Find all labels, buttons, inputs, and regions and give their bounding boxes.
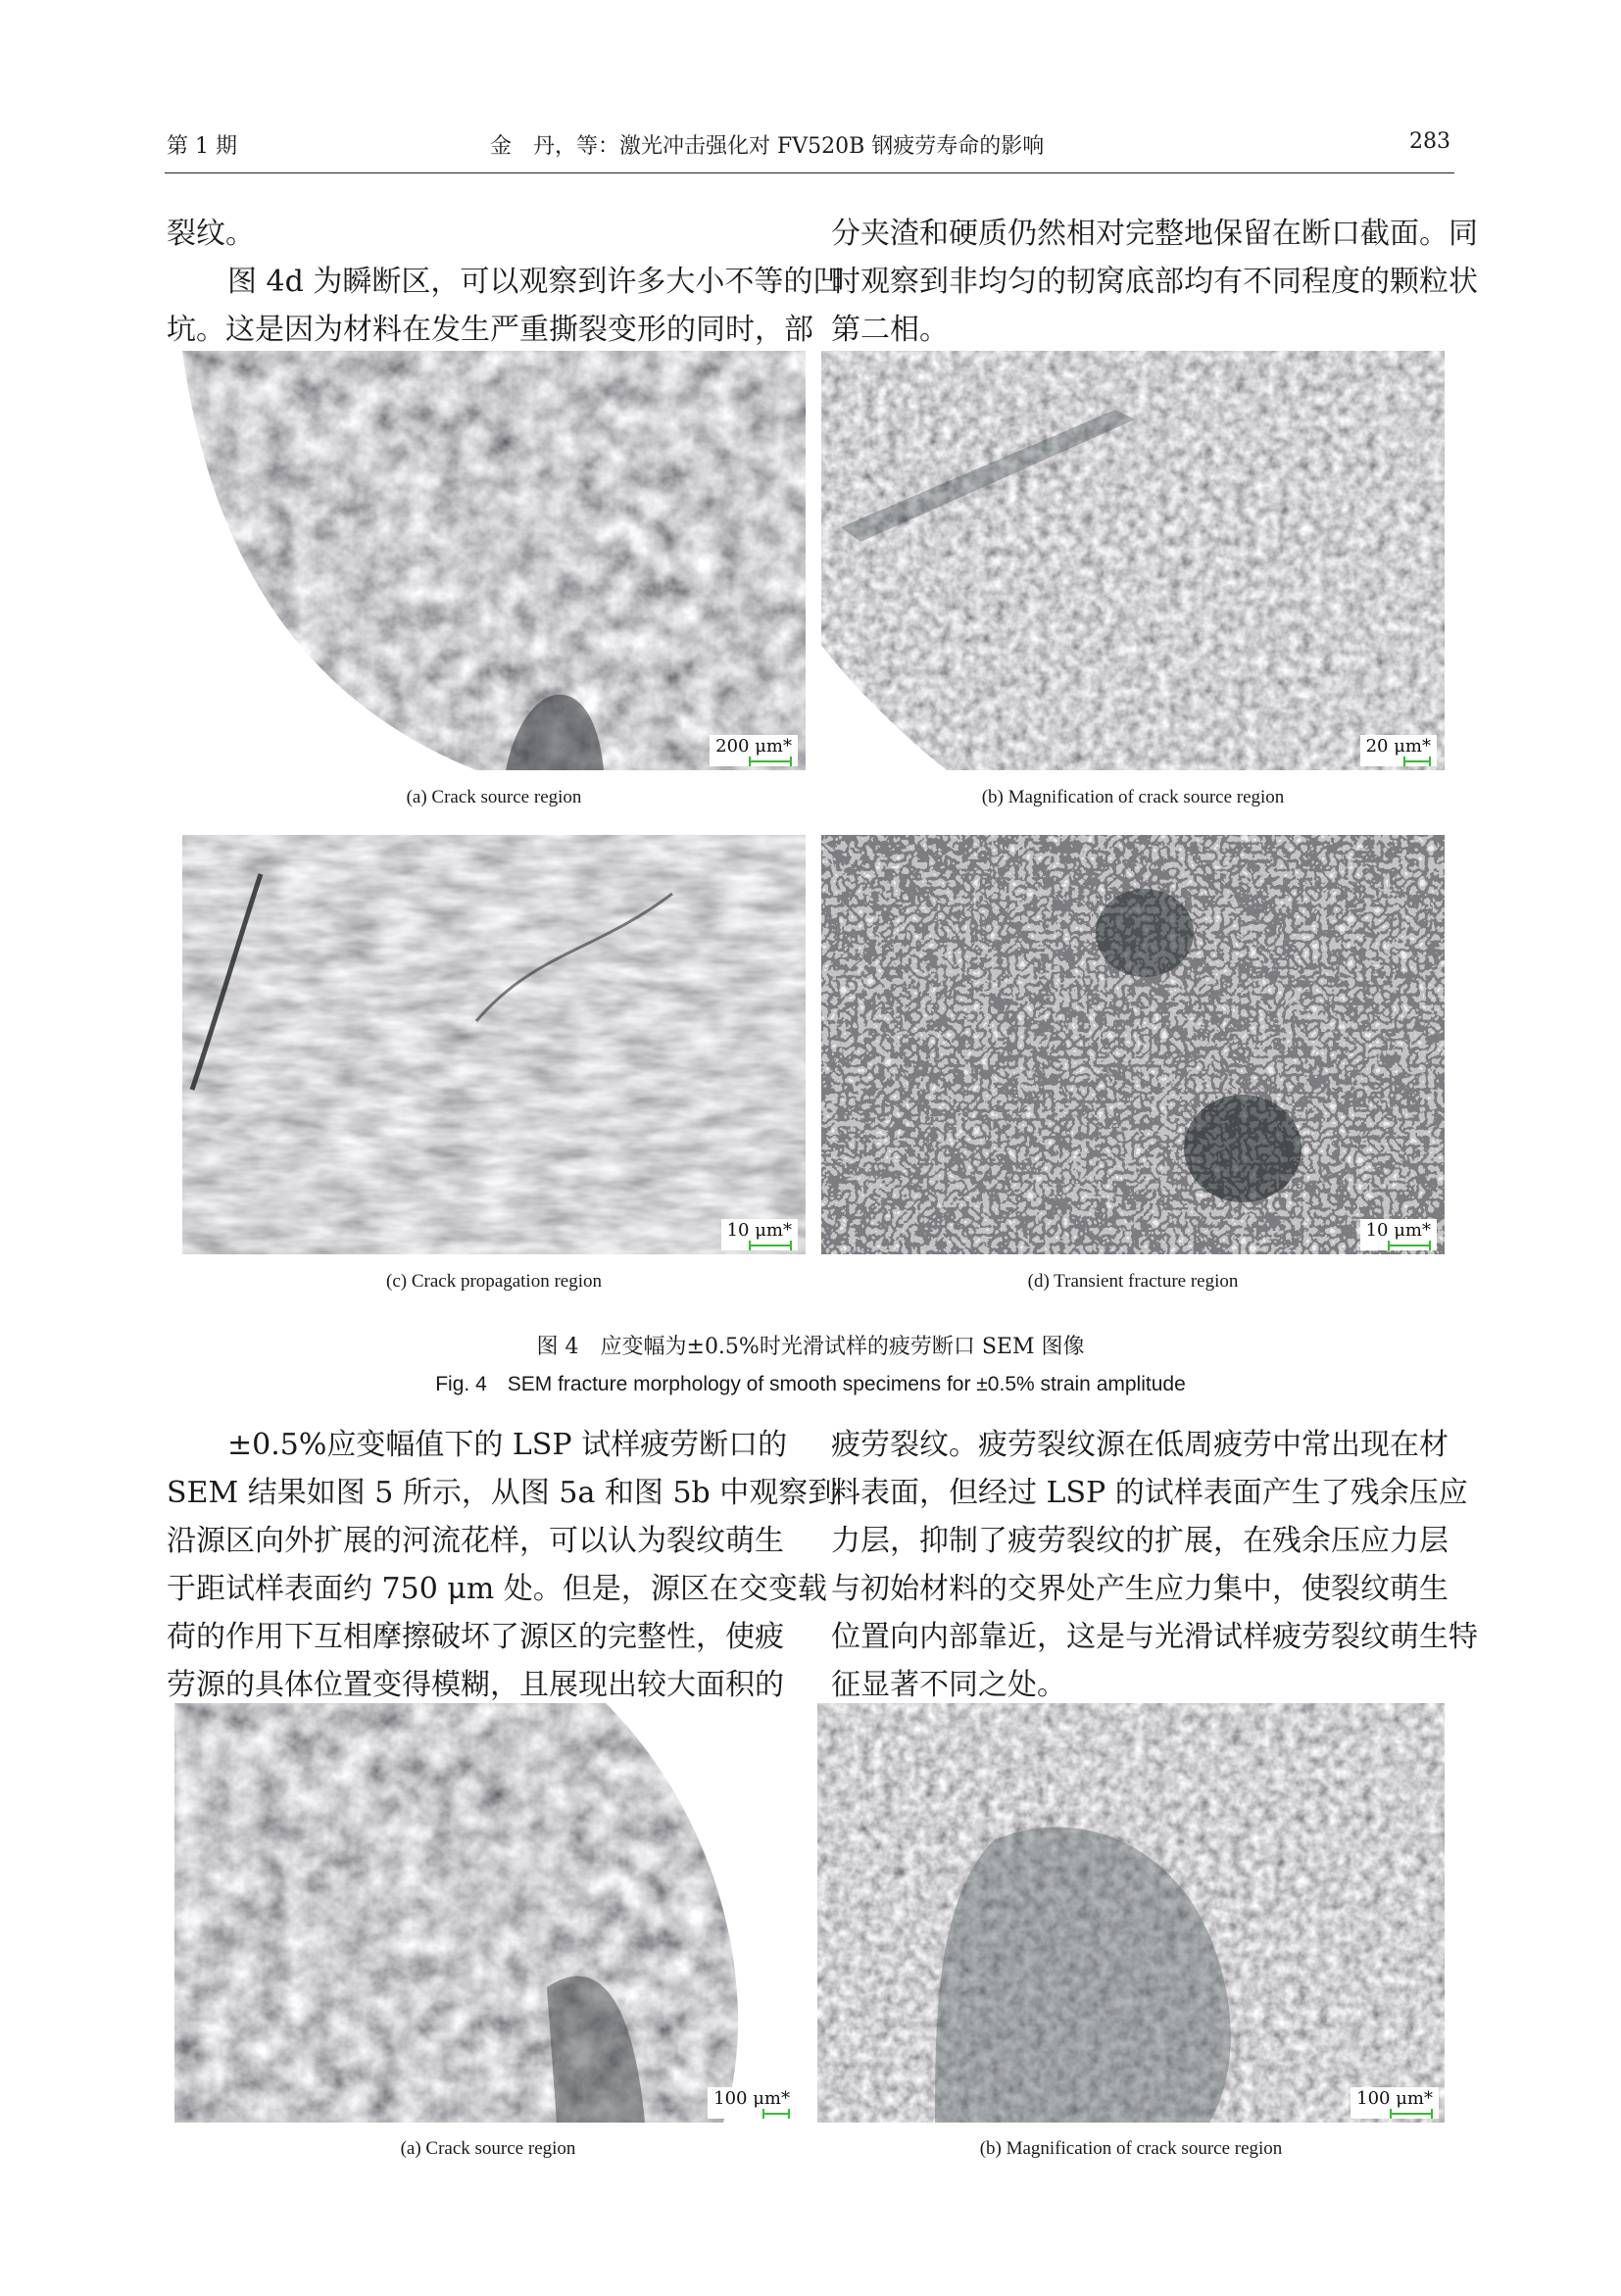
- scale-bar: [721, 1219, 798, 1250]
- top-right-column: [831, 210, 1478, 354]
- text-line: 时观察到非均匀的韧窝底部均有不同程度的颗粒状: [831, 265, 1478, 299]
- scale-line: [749, 1241, 792, 1250]
- text-line: ±0.5%应变幅值下的 LSP 试样疲劳断口的: [227, 1428, 788, 1462]
- sem-image-4c: [182, 835, 806, 1254]
- subcaption-4b: (b) Magnification of crack source region: [981, 787, 1285, 807]
- sem-image-4d: [821, 835, 1445, 1254]
- scale-label: 10 μm*: [726, 1220, 792, 1241]
- text-line: 劳源的具体位置变得模糊，且展现出较大面积的: [167, 1668, 784, 1702]
- text-line: 第二相。: [831, 313, 949, 347]
- text-line: 荷的作用下互相摩擦破坏了源区的完整性，使疲: [167, 1620, 784, 1654]
- text-line: 疲劳裂纹。疲劳裂纹源在低周疲劳中常出现在材: [831, 1428, 1449, 1462]
- subcaption-5b: (b) Magnification of crack source region: [979, 2138, 1283, 2159]
- article-title: 金 丹，等：激光冲击强化对 FV520B 钢疲劳寿命的影响: [490, 134, 1045, 159]
- text-line: 征显著不同之处。: [831, 1668, 1066, 1702]
- scale-line: [1388, 1241, 1431, 1250]
- middle-right-column: [831, 1421, 1478, 1709]
- text-line: SEM 结果如图 5 所示，从图 5a 和图 5b 中观察到: [167, 1476, 838, 1510]
- subcaption-4c: (c) Crack propagation region: [386, 1271, 602, 1292]
- top-left-column: [167, 210, 843, 354]
- sem-image-4b: [821, 351, 1445, 770]
- subcaption-4a: (a) Crack source region: [406, 787, 582, 807]
- page-number: 283: [1409, 129, 1450, 154]
- running-header: [167, 129, 1450, 169]
- scale-bar: [1360, 1219, 1437, 1250]
- figure-4-caption-cn: 图 4 应变幅为±0.5%时光滑试样的疲劳断口 SEM 图像: [536, 1335, 1085, 1359]
- issue-number: 第 1 期: [167, 134, 237, 159]
- text-line: 裂纹。: [167, 217, 255, 251]
- scale-bar: [710, 735, 798, 766]
- scale-bar: [708, 2087, 796, 2119]
- text-line: 料表面，但经过 LSP 的试样表面产生了残余压应: [831, 1476, 1468, 1510]
- text-line: 图 4d 为瞬断区，可以观察到许多大小不等的凹: [227, 265, 843, 299]
- scale-line: [1390, 2109, 1433, 2119]
- scale-line: [749, 757, 792, 766]
- text-line: 分夹渣和硬质仍然相对完整地保留在断口截面。同: [831, 217, 1478, 251]
- scale-line: [762, 2109, 790, 2119]
- subcaption-5a: (a) Crack source region: [400, 2138, 576, 2159]
- text-line: 力层，抑制了疲劳裂纹的扩展，在残余压应力层: [831, 1524, 1449, 1558]
- scale-label: 200 μm*: [715, 736, 792, 757]
- scale-label: 20 μm*: [1365, 736, 1431, 757]
- text-line: 于距试样表面约 750 μm 处。但是，源区在交变载: [167, 1572, 827, 1606]
- text-line: 沿源区向外扩展的河流花样，可以认为裂纹萌生: [167, 1524, 784, 1558]
- text-line: 与初始材料的交界处产生应力集中，使裂纹萌生: [831, 1572, 1449, 1606]
- text-line: 位置向内部靠近，这是与光滑试样疲劳裂纹萌生特: [831, 1620, 1478, 1654]
- scale-bar: [1351, 2087, 1439, 2119]
- header-rule: [165, 172, 1454, 173]
- sem-image-5b: [817, 1703, 1445, 2123]
- scale-label: 100 μm*: [1356, 2088, 1433, 2109]
- figure-4-caption-en: Fig. 4 SEM fracture morphology of smooth specimens for ±0.5% strain amplitude: [435, 1373, 1186, 1395]
- subcaption-4d: (d) Transient fracture region: [1027, 1271, 1239, 1292]
- sem-image-4a: [182, 351, 806, 770]
- scale-label: 100 μm*: [713, 2088, 790, 2109]
- scale-line: [1403, 757, 1431, 766]
- scale-label: 10 μm*: [1365, 1220, 1431, 1241]
- text-line: 坑。这是因为材料在发生严重撕裂变形的同时，部: [167, 313, 813, 347]
- scale-bar: [1360, 735, 1437, 766]
- sem-image-5a: [174, 1703, 802, 2123]
- middle-left-column: [167, 1421, 838, 1709]
